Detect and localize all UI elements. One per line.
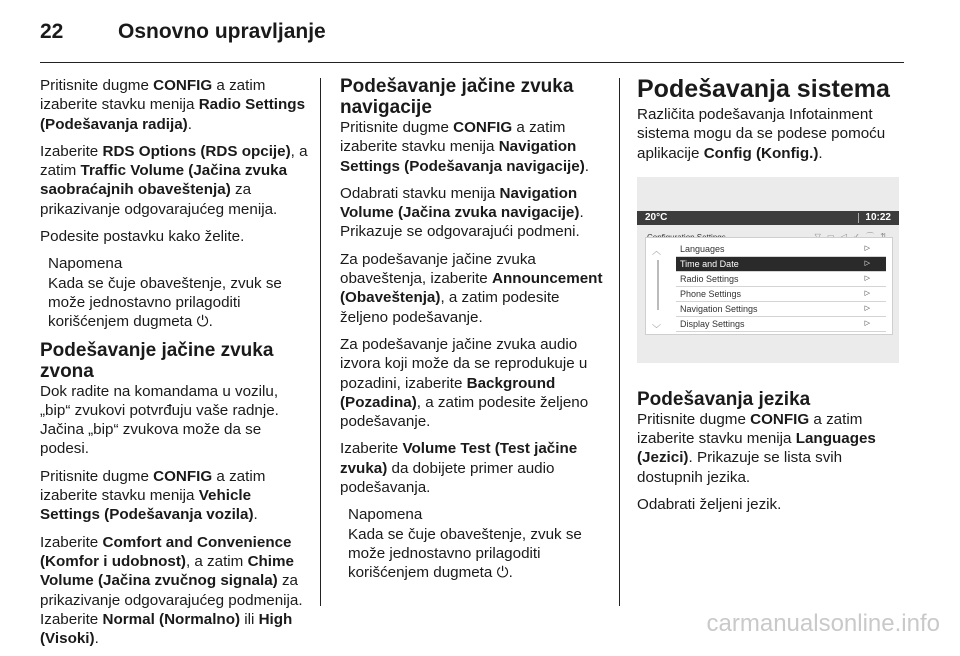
note-title: Napomena [348,506,423,524]
screen-menu-item [676,287,886,302]
paragraph: Podesite postavku kako želite. [40,228,245,246]
infotainment-screen-image [637,177,899,363]
screen-menu-item-label: Phone Settings [680,288,742,299]
column-divider-1 [320,78,321,606]
paragraph: Izaberite Comfort and Convenience (Komfor i udobnost), a zatim Chime Volume (Jačina zvučnog signala) za prikazivanje odgovarajućeg podmenija. Izaberite Normal (Normalno) ili High (Visoki). [40,533,303,648]
paragraph: Odabrati stavku menija Navigation Volume (Jačina zvuka navigacije). Prikazuje se odgovarajući podmeni. [340,184,584,241]
screen-menu-item [676,242,886,257]
paragraph: Pritisnite dugme CONFIG a zatim izaberite stavku menija Vehicle Settings (Podešavanja vozila). [40,467,266,524]
screen-menu-item-label: Languages [680,243,725,254]
chevron-right-icon: ▷ [864,319,870,327]
screen-menu-item [676,272,886,287]
screen-menu-item [676,317,886,332]
screen-separator [858,213,859,223]
section-heading-language: Podešavanja jezika [637,388,811,410]
section-heading-chime: Podešavanje jačine zvuka zvona [40,339,274,382]
section-heading-navigation: Podešavanje jačine zvuka navigacije [340,76,574,118]
screen-clock: 10:22 [865,211,891,223]
column-3 [637,76,905,522]
note-box [48,254,308,331]
paragraph: Dok radite na komandama u vozilu, „bip“ zvukovi potvrđuju vaše radnje. Jačina „bip“ zvukova može da se podesi. [40,382,279,458]
page-header [0,0,960,60]
screen-temperature: 20°C [645,211,668,223]
column-2 [340,76,608,591]
paragraph: Za podešavanje jačine zvuka audio izvora koji može da se reprodukuje u pozadini, izaberite Background (Pozadina), a zatim podesite željeno podešavanje. [340,335,589,431]
section-heading-system: Podešavanja sistema [637,75,890,103]
screen-menu-item [676,302,886,317]
scroll-down-icon: ﹀ [652,323,662,334]
screen-menu-item-label: Time and Date [680,258,739,269]
paragraph: Za podešavanje jačine zvuka obaveštenja, izaberite Announcement (Obaveštenja), a zatim podesite željeno podešavanje. [340,250,603,326]
screen-menu-item [676,257,886,272]
screen-menu-item-label: Radio Settings [680,273,739,284]
paragraph: Izaberite RDS Options (RDS opcije), a zatim Traffic Volume (Jačina zvuka saobraćajnih obaveštenja) za prikazivanje odgovarajućeg menija. [40,142,308,218]
column-divider-2 [619,78,620,606]
screen-status-bar [637,211,899,225]
screen-menu-panel [645,237,893,335]
scrollbar [657,260,659,310]
paragraph: Pritisnite dugme CONFIG a zatim izaberite stavku menija Navigation Settings (Podešavanja navigacije). [340,119,590,175]
page-title: Osnovno upravljanje [118,20,326,43]
chevron-right-icon: ▷ [864,289,870,297]
paragraph: Pritisnite dugme CONFIG a zatim izaberite stavku menija Radio Settings (Podešavanja radija). [40,77,306,133]
chevron-right-icon: ▷ [864,259,870,267]
note-title: Napomena [48,255,123,273]
paragraph: Pritisnite dugme CONFIG a zatim izaberite stavku menija Languages (Jezici). Prikazuje se lista svih dostupnih jezika. [637,410,876,486]
chevron-right-icon: ▷ [864,274,870,282]
screen-menu-item-label: Navigation Settings [680,303,758,314]
page-number: 22 [40,20,64,43]
paragraph: Različita podešavanja Infotainment sistema mogu da se podese pomoću aplikacije Config (Konfig.). [637,106,886,162]
watermark: carmanualsonline.info [706,610,940,637]
note-text: Kada se čuje obaveštenje, zvuk se može jednostavno prilagoditi korišćenjem dugmeta ⏻. [48,274,282,331]
note-box [348,505,608,582]
note-text: Kada se čuje obaveštenje, zvuk se može jednostavno prilagoditi korišćenjem dugmeta ⏻. [348,525,582,582]
chevron-right-icon: ▷ [864,244,870,252]
screen-menu-item-label: Display Settings [680,318,745,329]
paragraph: Izaberite Volume Test (Test jačine zvuka) da dobijete primer audio podešavanja. [340,440,578,497]
chevron-right-icon: ▷ [864,304,870,312]
column-1 [40,76,308,656]
scroll-up-icon: ︿ [652,245,662,256]
paragraph: Odabrati željeni jezik. [637,496,782,514]
header-rule [40,62,904,63]
